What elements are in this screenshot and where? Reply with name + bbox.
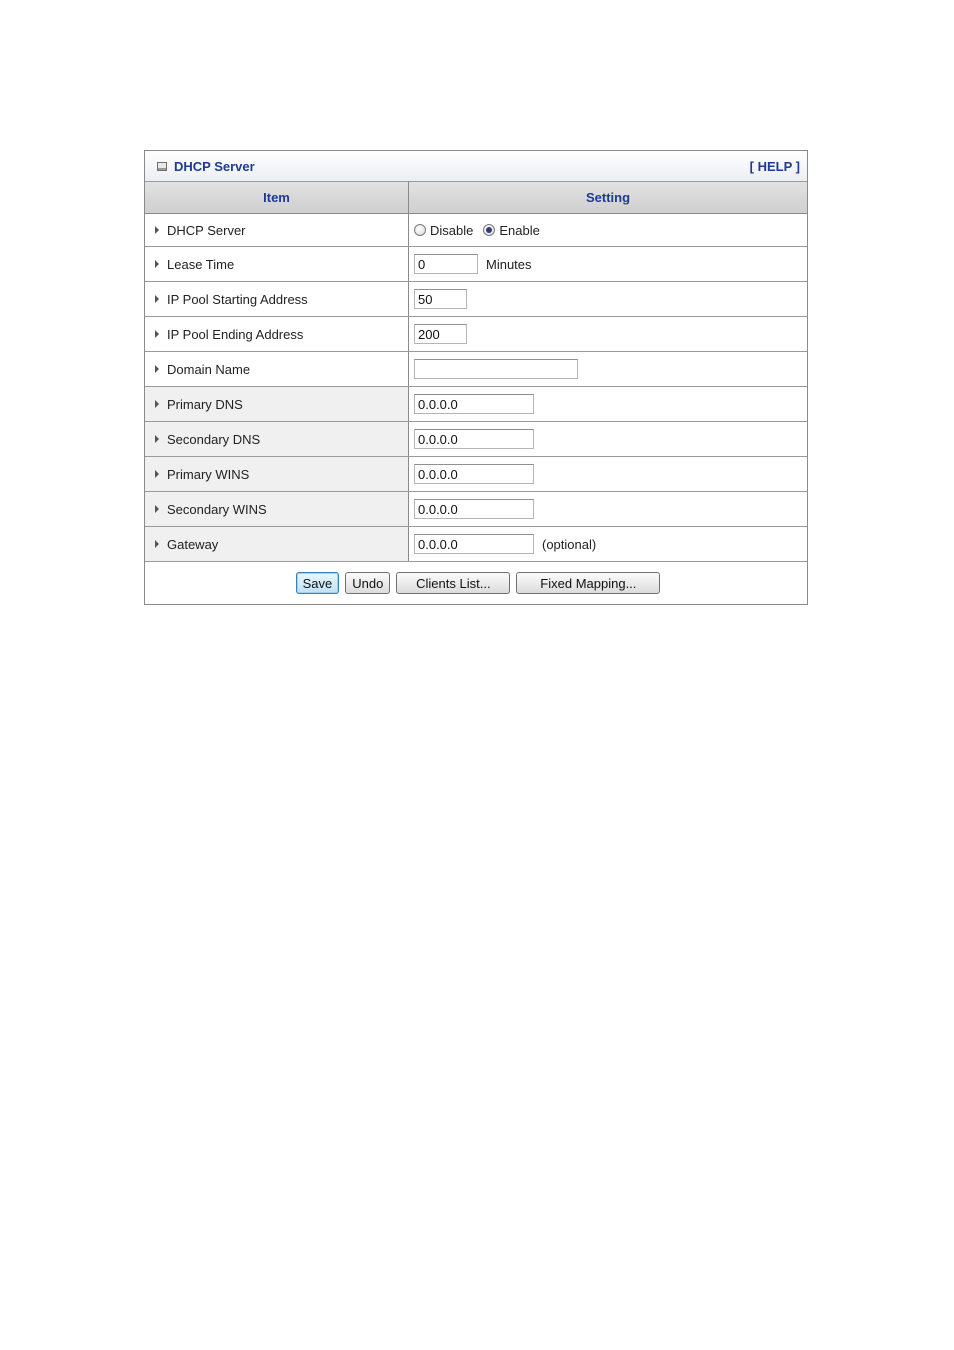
dhcp-server-label: DHCP Server	[167, 222, 246, 238]
gateway-label: Gateway	[167, 536, 219, 552]
row-domain-name	[145, 352, 807, 387]
row-label-cell	[145, 387, 409, 421]
bullet-arrow-icon	[155, 470, 159, 478]
pool-start-input[interactable]	[414, 289, 467, 309]
primary-wins-input[interactable]	[414, 464, 534, 484]
lease-time-label: Lease Time	[167, 256, 235, 272]
bullet-arrow-icon	[155, 260, 159, 268]
panel-title-bar	[145, 151, 807, 182]
lease-time-unit: Minutes	[486, 256, 532, 272]
row-setting-cell	[409, 282, 807, 316]
primary-dns-input[interactable]	[414, 394, 534, 414]
row-setting-cell	[409, 387, 807, 421]
primary-dns-label: Primary DNS	[167, 396, 243, 412]
pool-end-input[interactable]	[414, 324, 467, 344]
row-setting-cell	[409, 527, 807, 561]
clients-list-button[interactable]: Clients List...	[396, 572, 510, 594]
row-secondary-wins	[145, 492, 807, 527]
window-icon	[157, 162, 167, 171]
dhcp-server-panel	[144, 150, 808, 605]
row-primary-wins	[145, 457, 807, 492]
row-dhcp-server	[145, 214, 807, 247]
bullet-arrow-icon	[155, 505, 159, 513]
row-setting-cell	[409, 214, 807, 246]
radio-enable[interactable]	[483, 223, 539, 238]
bullet-arrow-icon	[155, 540, 159, 548]
help-link[interactable]: [ HELP ]	[749, 158, 800, 174]
panel-title-group	[157, 159, 255, 174]
row-label-cell	[145, 352, 409, 386]
secondary-wins-input[interactable]	[414, 499, 534, 519]
domain-name-input[interactable]	[414, 359, 578, 379]
row-primary-dns	[145, 387, 807, 422]
row-pool-start	[145, 282, 807, 317]
row-secondary-dns	[145, 422, 807, 457]
bullet-arrow-icon	[155, 330, 159, 338]
row-label-cell	[145, 282, 409, 316]
undo-button[interactable]: Undo	[345, 572, 390, 594]
column-header-setting: Setting	[585, 190, 631, 205]
row-setting-cell	[409, 317, 807, 351]
secondary-dns-input[interactable]	[414, 429, 534, 449]
row-setting-cell	[409, 422, 807, 456]
radio-enable-label: Enable	[499, 222, 540, 238]
row-setting-cell	[409, 247, 807, 281]
bullet-arrow-icon	[155, 295, 159, 303]
primary-wins-label: Primary WINS	[167, 466, 250, 482]
row-label-cell	[145, 247, 409, 281]
row-label-cell	[145, 527, 409, 561]
lease-time-input[interactable]	[414, 254, 478, 274]
domain-name-label: Domain Name	[167, 361, 251, 377]
gateway-optional-note: (optional)	[542, 536, 597, 552]
row-label-cell	[145, 214, 409, 246]
bullet-arrow-icon	[155, 226, 159, 234]
fixed-mapping-button[interactable]: Fixed Mapping...	[516, 572, 660, 594]
table-header	[145, 182, 807, 214]
save-button[interactable]: Save	[296, 572, 340, 594]
row-label-cell	[145, 457, 409, 491]
row-gateway	[145, 527, 807, 562]
row-setting-cell	[409, 492, 807, 526]
row-pool-end	[145, 317, 807, 352]
row-lease-time	[145, 247, 807, 282]
pool-start-label: IP Pool Starting Address	[167, 291, 308, 307]
secondary-dns-label: Secondary DNS	[167, 431, 261, 447]
radio-disable-label: Disable	[430, 222, 474, 238]
bullet-arrow-icon	[155, 435, 159, 443]
bullet-arrow-icon	[155, 400, 159, 408]
row-setting-cell	[409, 457, 807, 491]
bullet-arrow-icon	[155, 365, 159, 373]
row-label-cell	[145, 317, 409, 351]
row-label-cell	[145, 422, 409, 456]
button-bar	[145, 562, 807, 604]
pool-end-label: IP Pool Ending Address	[167, 326, 304, 342]
row-setting-cell	[409, 352, 807, 386]
secondary-wins-label: Secondary WINS	[167, 501, 267, 517]
gateway-input[interactable]	[414, 534, 534, 554]
panel-title: DHCP Server	[174, 158, 255, 174]
column-header-item: Item	[145, 182, 409, 213]
radio-disable[interactable]	[414, 223, 473, 238]
radio-unchecked-icon[interactable]	[414, 224, 426, 236]
row-label-cell	[145, 492, 409, 526]
radio-checked-icon[interactable]	[483, 224, 495, 236]
